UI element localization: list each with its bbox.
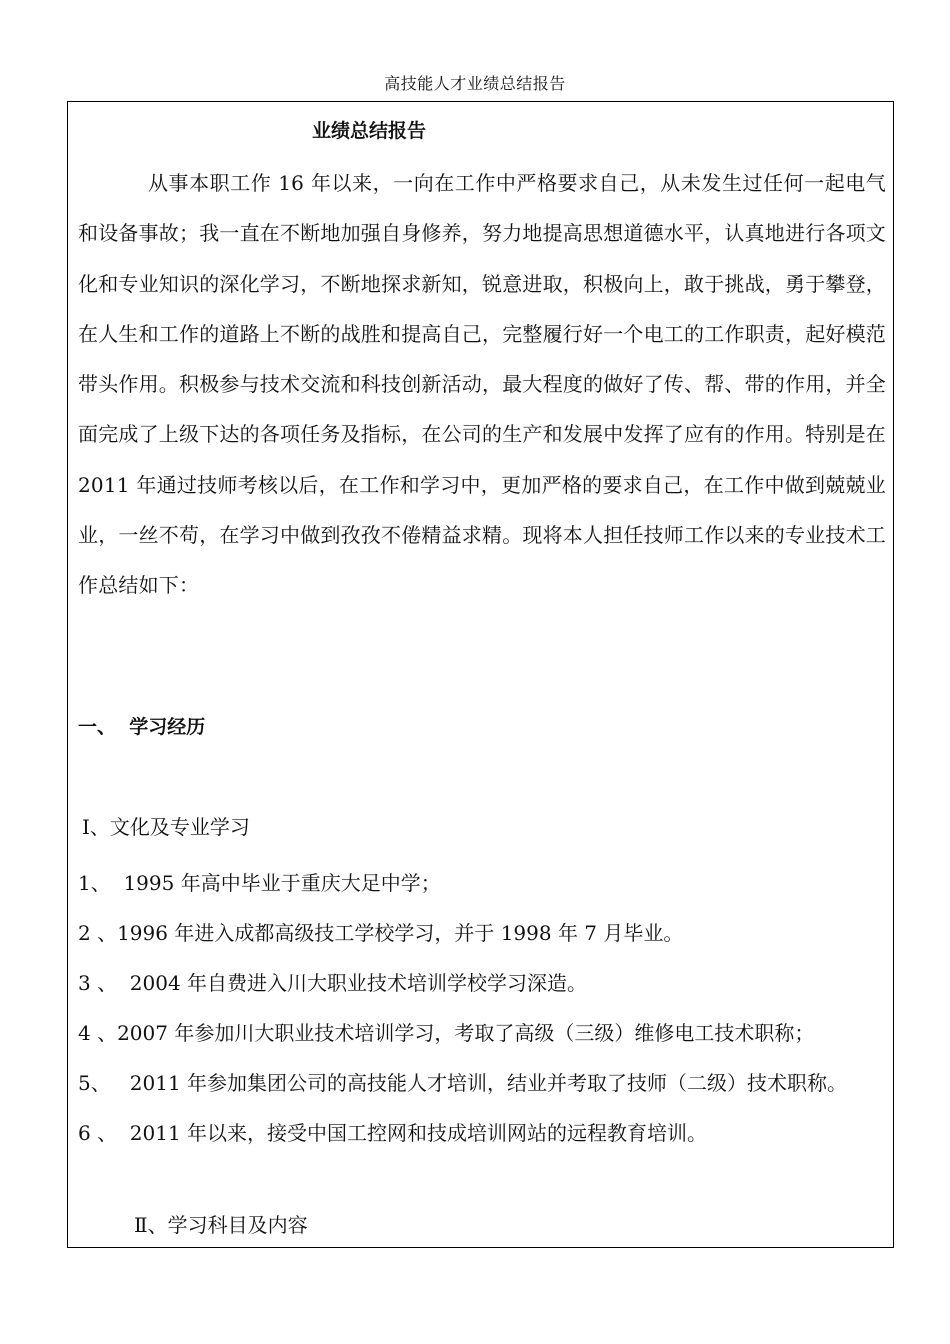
study-history-list: [78, 858, 886, 1158]
intro-paragraph: 从事本职工作 16 年以来，一向在工作中严格要求自己，从未发生过任何一起电气和设备事故；我一直在不断地加强自身修养，努力地提高思想道德水平，认真地进行各项文化和专业知识的深化学习，不断地探求新知，锐意进取，积极向上，敢于挑战，勇于攀登，在人生和工作的道路上不断的战胜和提高自己，完整履行好一个电工的工作职责，起好模范带头作用。积极参与技术交流和科技创新活动，最大程度的做好了传、帮、带的作用，并全面完成了上级下达的各项任务及指标，在公司的生产和发展中发挥了应有的作用。特别是在 2011 年通过技师考核以后，在工作和学习中，更加严格的要求自己，在工作中做到兢兢业业，一丝不苟，在学习中做到孜孜不倦精益求精。现将本人担任技师工作以来的专业技术工作总结如下：: [78, 171, 886, 598]
section-heading-study-experience: 一、 学习经历: [78, 716, 206, 738]
page-header: 高技能人才业绩总结报告: [384, 74, 566, 93]
subsection-heading-culture-professional: Ⅰ、文化及专业学习: [82, 815, 250, 839]
list-item: 4 、2007 年参加川大职业技术培训学习，考取了高级（三级）维修电工技术职称；: [78, 1021, 815, 1045]
list-item: 5、 2011 年参加集团公司的高技能人才培训，结业并考取了技师（二级）技术职称。: [78, 1071, 848, 1095]
list-item: 3 、 2004 年自费进入川大职业技术培训学校学习深造。: [78, 971, 588, 995]
report-title: 业绩总结报告: [312, 120, 427, 142]
subsection-heading-subjects: Ⅱ、学习科目及内容: [134, 1213, 308, 1237]
list-item: 6 、 2011 年以来，接受中国工控网和技成培训网站的远程教育培训。: [78, 1121, 708, 1145]
list-item: 2 、1996 年进入成都高级技工学校学习，并于 1998 年 7 月毕业。: [78, 921, 684, 945]
report-frame: [67, 101, 894, 1248]
list-item: 1、 1995 年高中毕业于重庆大足中学；: [78, 871, 441, 895]
